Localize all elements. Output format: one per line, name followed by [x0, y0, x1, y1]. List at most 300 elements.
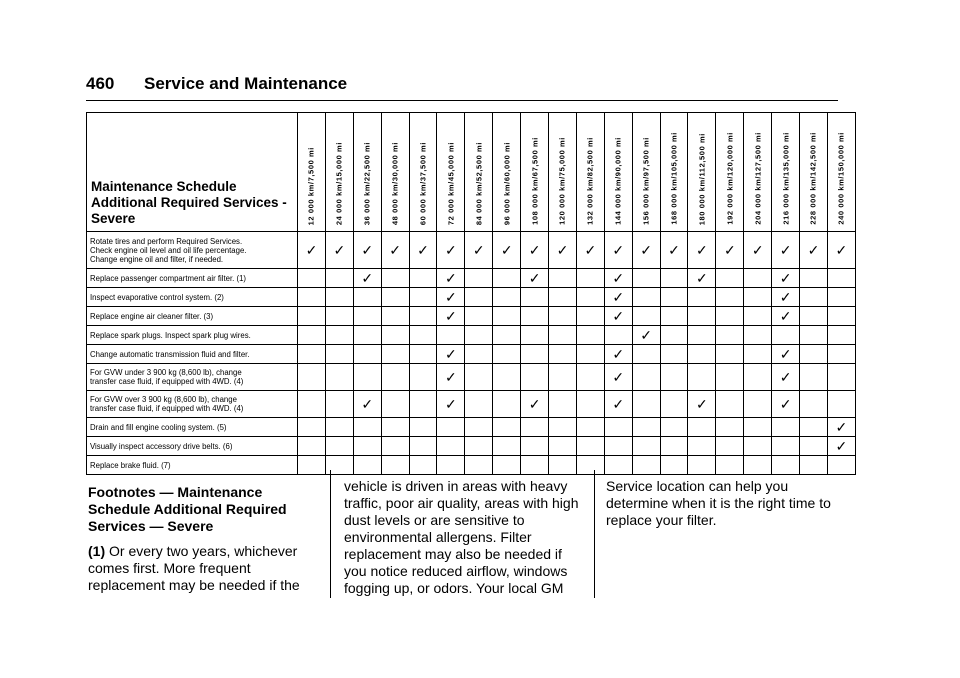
check-mark-icon: ✓ — [409, 232, 437, 269]
interval-header — [437, 113, 465, 232]
empty-cell — [576, 456, 604, 475]
check-mark-icon: ✓ — [772, 391, 800, 418]
empty-cell — [827, 456, 855, 475]
service-row — [87, 232, 856, 269]
empty-cell — [381, 418, 409, 437]
check-mark-icon: ✓ — [325, 232, 353, 269]
footnote-1-text: Or every two years, whichever comes first. More frequent replacement may be needed if the — [88, 543, 300, 593]
empty-cell — [688, 456, 716, 475]
check-mark-icon: ✓ — [604, 269, 632, 288]
empty-cell — [632, 391, 660, 418]
empty-cell — [493, 326, 521, 345]
empty-cell — [800, 326, 828, 345]
service-description — [87, 326, 298, 345]
empty-cell — [632, 345, 660, 364]
service-description — [87, 456, 298, 475]
check-mark-icon: ✓ — [353, 391, 381, 418]
check-mark-icon: ✓ — [521, 269, 549, 288]
interval-label: 84 000 km/52,500 mi — [474, 141, 484, 225]
empty-cell — [688, 307, 716, 326]
empty-cell — [576, 418, 604, 437]
empty-cell — [353, 326, 381, 345]
empty-cell — [465, 288, 493, 307]
check-mark-icon: ✓ — [493, 232, 521, 269]
empty-cell — [688, 364, 716, 391]
check-mark-icon: ✓ — [604, 391, 632, 418]
interval-label: 192 000 km/120,000 mi — [725, 132, 735, 225]
empty-cell — [465, 345, 493, 364]
interval-header — [465, 113, 493, 232]
empty-cell — [325, 437, 353, 456]
empty-cell — [632, 364, 660, 391]
interval-header — [800, 113, 828, 232]
service-row — [87, 418, 856, 437]
empty-cell — [493, 364, 521, 391]
empty-cell — [521, 345, 549, 364]
service-description — [87, 391, 298, 418]
empty-cell — [716, 418, 744, 437]
interval-header — [632, 113, 660, 232]
service-description — [87, 345, 298, 364]
section-title: Service and Maintenance — [144, 74, 348, 93]
empty-cell — [744, 391, 772, 418]
service-text-line: Replace spark plugs. Inspect spark plug wires. — [90, 330, 251, 340]
empty-cell — [521, 437, 549, 456]
empty-cell — [800, 364, 828, 391]
interval-label: 108 000 km/67,500 mi — [530, 137, 540, 225]
check-mark-icon: ✓ — [800, 232, 828, 269]
empty-cell — [409, 288, 437, 307]
service-row — [87, 456, 856, 475]
check-mark-icon: ✓ — [437, 364, 465, 391]
check-mark-icon: ✓ — [604, 345, 632, 364]
maintenance-schedule-table — [86, 112, 856, 475]
empty-cell — [549, 437, 577, 456]
empty-cell — [325, 418, 353, 437]
empty-cell — [465, 391, 493, 418]
interval-label: 48 000 km/30,000 mi — [390, 141, 400, 225]
interval-header — [381, 113, 409, 232]
empty-cell — [381, 437, 409, 456]
empty-cell — [409, 418, 437, 437]
empty-cell — [576, 269, 604, 288]
empty-cell — [744, 437, 772, 456]
interval-label: 228 000 km/142,500 mi — [808, 132, 818, 225]
empty-cell — [716, 326, 744, 345]
empty-cell — [465, 326, 493, 345]
service-description — [87, 232, 298, 269]
service-description — [87, 364, 298, 391]
empty-cell — [660, 418, 688, 437]
empty-cell — [549, 364, 577, 391]
empty-cell — [549, 269, 577, 288]
empty-cell — [298, 269, 326, 288]
service-text-line: Rotate tires and perform Required Services. — [90, 236, 243, 246]
check-mark-icon: ✓ — [604, 364, 632, 391]
service-text-line: Replace passenger compartment air filter. (1) — [90, 273, 247, 283]
interval-label: 120 000 km/75,000 mi — [557, 137, 567, 225]
empty-cell — [772, 437, 800, 456]
service-row — [87, 437, 856, 456]
empty-cell — [549, 456, 577, 475]
empty-cell — [465, 307, 493, 326]
empty-cell — [298, 307, 326, 326]
empty-cell — [549, 307, 577, 326]
service-text-line: Drain and fill engine cooling system. (5) — [90, 422, 227, 432]
service-row — [87, 269, 856, 288]
empty-cell — [576, 345, 604, 364]
interval-label: 144 000 km/90,000 mi — [613, 137, 623, 225]
empty-cell — [437, 456, 465, 475]
empty-cell — [521, 364, 549, 391]
empty-cell — [381, 307, 409, 326]
empty-cell — [493, 307, 521, 326]
page-number: 460 — [86, 74, 115, 93]
empty-cell — [298, 391, 326, 418]
empty-cell — [381, 326, 409, 345]
empty-cell — [298, 418, 326, 437]
empty-cell — [381, 364, 409, 391]
empty-cell — [632, 437, 660, 456]
empty-cell — [465, 269, 493, 288]
check-mark-icon: ✓ — [437, 288, 465, 307]
footnotes-column-2 — [344, 478, 580, 597]
empty-cell — [465, 437, 493, 456]
interval-label: 132 000 km/82,500 mi — [585, 137, 595, 225]
service-text-line: Change engine oil and filter, if needed. — [90, 254, 224, 264]
interval-header — [576, 113, 604, 232]
empty-cell — [353, 288, 381, 307]
empty-cell — [660, 288, 688, 307]
empty-cell — [325, 288, 353, 307]
empty-cell — [409, 269, 437, 288]
empty-cell — [409, 307, 437, 326]
empty-cell — [549, 391, 577, 418]
interval-label: 240 000 km/150,000 mi — [836, 132, 846, 225]
empty-cell — [827, 326, 855, 345]
empty-cell — [772, 418, 800, 437]
empty-cell — [493, 345, 521, 364]
footnotes-column-3 — [606, 478, 842, 529]
empty-cell — [744, 345, 772, 364]
empty-cell — [604, 437, 632, 456]
service-text-line: For GVW over 3 900 kg (8,600 lb), change — [90, 395, 237, 404]
check-mark-icon: ✓ — [688, 269, 716, 288]
empty-cell — [409, 326, 437, 345]
check-mark-icon: ✓ — [716, 232, 744, 269]
check-mark-icon: ✓ — [604, 307, 632, 326]
empty-cell — [493, 288, 521, 307]
check-mark-icon: ✓ — [576, 232, 604, 269]
empty-cell — [632, 307, 660, 326]
interval-header — [604, 113, 632, 232]
check-mark-icon: ✓ — [772, 364, 800, 391]
empty-cell — [521, 418, 549, 437]
check-mark-icon: ✓ — [688, 391, 716, 418]
empty-cell — [465, 364, 493, 391]
check-mark-icon: ✓ — [465, 232, 493, 269]
empty-cell — [660, 326, 688, 345]
interval-header — [521, 113, 549, 232]
interval-header — [772, 113, 800, 232]
empty-cell — [660, 307, 688, 326]
service-text-line: transfer case fluid, if equipped with 4WD. (4) — [90, 377, 244, 386]
empty-cell — [827, 288, 855, 307]
empty-cell — [353, 307, 381, 326]
empty-cell — [298, 364, 326, 391]
empty-cell — [716, 364, 744, 391]
empty-cell — [688, 345, 716, 364]
check-mark-icon: ✓ — [353, 232, 381, 269]
empty-cell — [660, 364, 688, 391]
check-mark-icon: ✓ — [772, 269, 800, 288]
empty-cell — [716, 307, 744, 326]
table-body — [87, 232, 856, 475]
page-header — [86, 70, 838, 101]
interval-label: 204 000 km/127,500 mi — [753, 132, 763, 225]
empty-cell — [800, 269, 828, 288]
table-header-row — [87, 113, 856, 232]
empty-cell — [827, 391, 855, 418]
service-description — [87, 269, 298, 288]
empty-cell — [437, 326, 465, 345]
service-row — [87, 391, 856, 418]
check-mark-icon: ✓ — [688, 232, 716, 269]
interval-header — [660, 113, 688, 232]
empty-cell — [827, 269, 855, 288]
interval-header — [409, 113, 437, 232]
empty-cell — [800, 456, 828, 475]
empty-cell — [800, 307, 828, 326]
empty-cell — [409, 391, 437, 418]
empty-cell — [325, 345, 353, 364]
empty-cell — [325, 269, 353, 288]
empty-cell — [325, 307, 353, 326]
empty-cell — [688, 437, 716, 456]
check-mark-icon: ✓ — [827, 232, 855, 269]
empty-cell — [800, 391, 828, 418]
service-text-line: transfer case fluid, if equipped with 4WD. (4) — [90, 404, 244, 413]
empty-cell — [325, 326, 353, 345]
empty-cell — [353, 437, 381, 456]
empty-cell — [716, 456, 744, 475]
empty-cell — [800, 345, 828, 364]
service-description — [87, 418, 298, 437]
check-mark-icon: ✓ — [521, 232, 549, 269]
empty-cell — [716, 437, 744, 456]
empty-cell — [576, 437, 604, 456]
empty-cell — [800, 288, 828, 307]
empty-cell — [744, 269, 772, 288]
empty-cell — [549, 326, 577, 345]
column-divider — [594, 470, 595, 598]
check-mark-icon: ✓ — [827, 437, 855, 456]
empty-cell — [409, 345, 437, 364]
footnote-1-start — [88, 543, 318, 594]
empty-cell — [660, 456, 688, 475]
empty-cell — [493, 437, 521, 456]
check-mark-icon: ✓ — [772, 307, 800, 326]
service-text-line: Visually inspect accessory drive belts. (6) — [90, 441, 233, 451]
service-text-line: Check engine oil level and oil life percentage. — [90, 245, 247, 255]
empty-cell — [716, 269, 744, 288]
interval-label: 216 000 km/135,000 mi — [781, 132, 791, 225]
empty-cell — [409, 456, 437, 475]
empty-cell — [437, 418, 465, 437]
check-mark-icon: ✓ — [744, 232, 772, 269]
empty-cell — [381, 288, 409, 307]
empty-cell — [660, 437, 688, 456]
empty-cell — [744, 364, 772, 391]
interval-label: 24 000 km/15,000 mi — [334, 141, 344, 225]
empty-cell — [298, 345, 326, 364]
service-description — [87, 307, 298, 326]
check-mark-icon: ✓ — [772, 232, 800, 269]
empty-cell — [576, 307, 604, 326]
footnotes-title: Footnotes — Maintenance Schedule Additional Required Services — Severe — [88, 484, 287, 534]
footnote-1-end: Service location can help you determine when it is the right time to replace your filter. — [606, 478, 831, 528]
interval-label: 168 000 km/105,000 mi — [669, 132, 679, 225]
service-text-line: Replace engine air cleaner filter. (3) — [90, 311, 214, 321]
empty-cell — [744, 326, 772, 345]
check-mark-icon: ✓ — [353, 269, 381, 288]
service-description — [87, 437, 298, 456]
check-mark-icon: ✓ — [632, 326, 660, 345]
empty-cell — [353, 364, 381, 391]
empty-cell — [493, 456, 521, 475]
empty-cell — [381, 269, 409, 288]
interval-label: 72 000 km/45,000 mi — [446, 141, 456, 225]
service-text-line: For GVW under 3 900 kg (8,600 lb), change — [90, 368, 242, 377]
empty-cell — [772, 326, 800, 345]
interval-header — [716, 113, 744, 232]
interval-header — [325, 113, 353, 232]
empty-cell — [521, 288, 549, 307]
empty-cell — [521, 456, 549, 475]
empty-cell — [493, 269, 521, 288]
empty-cell — [325, 391, 353, 418]
empty-cell — [576, 326, 604, 345]
empty-cell — [521, 307, 549, 326]
empty-cell — [465, 456, 493, 475]
empty-cell — [576, 288, 604, 307]
empty-cell — [325, 364, 353, 391]
empty-cell — [381, 456, 409, 475]
empty-cell — [381, 391, 409, 418]
empty-cell — [772, 456, 800, 475]
empty-cell — [632, 288, 660, 307]
check-mark-icon: ✓ — [604, 232, 632, 269]
check-mark-icon: ✓ — [381, 232, 409, 269]
check-mark-icon: ✓ — [772, 288, 800, 307]
empty-cell — [521, 326, 549, 345]
empty-cell — [800, 437, 828, 456]
empty-cell — [353, 418, 381, 437]
check-mark-icon: ✓ — [437, 232, 465, 269]
empty-cell — [604, 326, 632, 345]
interval-label: 60 000 km/37,500 mi — [418, 141, 428, 225]
empty-cell — [409, 364, 437, 391]
interval-header — [549, 113, 577, 232]
service-row — [87, 307, 856, 326]
empty-cell — [549, 288, 577, 307]
check-mark-icon: ✓ — [437, 345, 465, 364]
interval-header — [353, 113, 381, 232]
empty-cell — [576, 391, 604, 418]
check-mark-icon: ✓ — [660, 232, 688, 269]
empty-cell — [744, 288, 772, 307]
empty-cell — [716, 391, 744, 418]
empty-cell — [660, 345, 688, 364]
empty-cell — [688, 418, 716, 437]
service-row — [87, 345, 856, 364]
empty-cell — [465, 418, 493, 437]
check-mark-icon: ✓ — [549, 232, 577, 269]
service-text-line: Change automatic transmission fluid and filter. — [90, 349, 250, 359]
empty-cell — [688, 288, 716, 307]
empty-cell — [716, 288, 744, 307]
check-mark-icon: ✓ — [521, 391, 549, 418]
check-mark-icon: ✓ — [298, 232, 326, 269]
empty-cell — [827, 364, 855, 391]
empty-cell — [576, 364, 604, 391]
empty-cell — [604, 456, 632, 475]
service-row — [87, 326, 856, 345]
footnote-1-tag: (1) — [88, 543, 106, 559]
interval-header — [744, 113, 772, 232]
interval-label: 12 000 km/7,500 mi — [306, 146, 316, 225]
check-mark-icon: ✓ — [437, 269, 465, 288]
empty-cell — [744, 307, 772, 326]
interval-label: 36 000 km/22,500 mi — [362, 141, 372, 225]
service-row — [87, 364, 856, 391]
empty-cell — [632, 269, 660, 288]
service-row — [87, 288, 856, 307]
empty-cell — [298, 456, 326, 475]
check-mark-icon: ✓ — [437, 391, 465, 418]
empty-cell — [409, 437, 437, 456]
service-text-line: Replace brake fluid. (7) — [90, 460, 171, 470]
interval-header — [493, 113, 521, 232]
empty-cell — [298, 288, 326, 307]
footnote-1-continued: vehicle is driven in areas with heavy traffic, poor air quality, areas with high dust levels or are sensitive to environmental allergens. Filter replacement may also be needed if you notice reduced airflow, windows fogging up, or odors. Your local GM — [344, 478, 579, 596]
empty-cell — [493, 418, 521, 437]
empty-cell — [827, 345, 855, 364]
column-divider — [330, 470, 331, 598]
empty-cell — [688, 326, 716, 345]
empty-cell — [549, 345, 577, 364]
empty-cell — [549, 418, 577, 437]
empty-cell — [437, 437, 465, 456]
interval-header — [827, 113, 855, 232]
check-mark-icon: ✓ — [827, 418, 855, 437]
empty-cell — [632, 418, 660, 437]
interval-header — [688, 113, 716, 232]
service-text-line: Inspect evaporative control system. (2) — [90, 292, 224, 302]
empty-cell — [660, 269, 688, 288]
interval-label: 156 000 km/97,500 mi — [641, 137, 651, 225]
empty-cell — [632, 456, 660, 475]
interval-label: 180 000 km/112,500 mi — [697, 132, 707, 225]
empty-cell — [660, 391, 688, 418]
check-mark-icon: ✓ — [772, 345, 800, 364]
footnotes-column-1 — [88, 478, 318, 594]
check-mark-icon: ✓ — [632, 232, 660, 269]
interval-header — [298, 113, 326, 232]
empty-cell — [744, 418, 772, 437]
empty-cell — [493, 391, 521, 418]
interval-label: 96 000 km/60,000 mi — [502, 141, 512, 225]
